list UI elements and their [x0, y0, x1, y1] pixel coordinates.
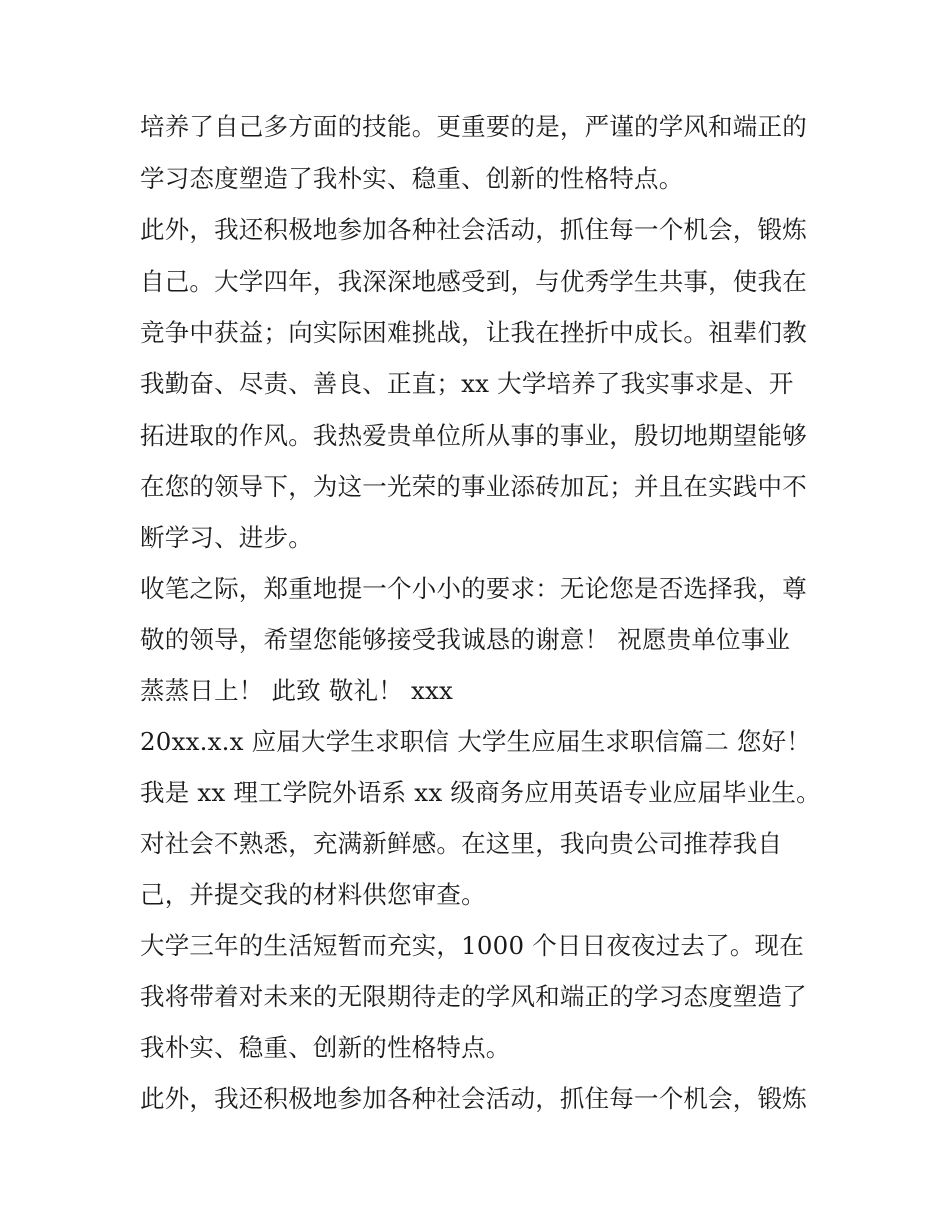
text-line: 拓进取的作风。我热爱贵单位所从事的事业，殷切地期望能够 [140, 421, 807, 450]
text-line: 对社会不熟悉，充满新鲜感。在这里，我向贵公司推荐我自 [140, 829, 783, 858]
text-line: 敬的领导，希望您能够接受我诚恳的谢意！ 祝愿贵单位事业 [140, 625, 791, 654]
text-line: 培养了自己多方面的技能。更重要的是，严谨的学风和端正的 [140, 112, 807, 141]
text-line: 收笔之际，郑重地提一个小小的要求：无论您是否选择我，尊 [140, 574, 807, 603]
text-line: 我勤奋、尽责、善良、正直；xx 大学培养了我实事求是、开 [140, 369, 794, 398]
text-line: 断学习、进步。 [140, 523, 313, 552]
text-line: 此外，我还积极地参加各种社会活动，抓住每一个机会，锻炼 [140, 1084, 807, 1113]
text-line: 我是 xx 理工学院外语系 xx 级商务应用英语专业应届毕业生。 [140, 778, 821, 807]
text-line: 我朴实、稳重、创新的性格特点。 [140, 1033, 511, 1062]
text-line: 在您的领导下，为这一光荣的事业添砖加瓦；并且在实践中不 [140, 472, 807, 501]
text-line: 学习态度塑造了我朴实、稳重、创新的性格特点。 [140, 164, 684, 193]
text-line: 竞争中获益；向实际困难挑战，让我在挫折中成长。祖辈们教 [140, 318, 807, 347]
text-line: 己，并提交我的材料供您审查。 [140, 880, 486, 909]
text-line: 大学三年的生活短暂而充实，1000 个日日夜夜过去了。现在 [140, 931, 804, 960]
text-line: 此外，我还积极地参加各种社会活动，抓住每一个机会，锻炼 [140, 215, 807, 244]
text-line: 蒸蒸日上！ 此致 敬礼！ xxx [140, 676, 454, 705]
text-line: 我将带着对未来的无限期待走的学风和端正的学习态度塑造了 [140, 982, 807, 1011]
text-line: 自己。大学四年，我深深地感受到，与优秀学生共事，使我在 [140, 267, 807, 296]
text-line: 20xx.x.x 应届大学生求职信 大学生应届生求职信篇二 您好！ [140, 727, 811, 756]
